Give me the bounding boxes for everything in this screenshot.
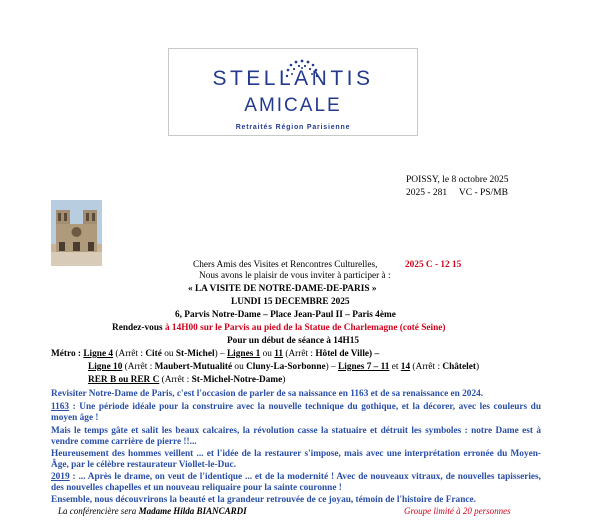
stellantis-logo (169, 49, 417, 135)
salutation: Chers Amis des Visites et Rencontres Culturelles, (193, 260, 378, 270)
logo-box (168, 48, 418, 136)
metro-line-2: Ligne 10 (Arrêt : Maubert-Mutualité ou Cluny-La-Sorbonne) – Lignes 7 – 11 et 14 (Arrêt : Châtelet) (88, 362, 480, 372)
event-date: LUNDI 15 DECEMBRE 2025 (231, 297, 350, 307)
brand-name: STELLANTIS (212, 67, 374, 90)
rendezvous (112, 323, 445, 334)
speaker-line: La conférencière sera Madame Hilda BIANCARDI (58, 506, 247, 516)
logo-tagline: Retraités Région Parisienne (235, 124, 351, 131)
rendezvous-detail: à 14H00 sur le Parvis au pied de la Statue de Charlemagne (coté Seine) (164, 323, 446, 333)
paragraph-together: Ensemble, nous découvrirons la beauté et la grandeur retrouvée de ce joyau, témoin de l'histoire de France. (51, 495, 476, 505)
event-address: 6, Parvis Notre-Dame – Place Jean-Paul II – Paris 4ème (175, 310, 396, 320)
place-date: POISSY, le 8 octobre 2025 (406, 175, 509, 185)
paragraph-revolution: Mais le temps gâte et salit les beaux calcaires, la révolution casse la statuaire et détruit les symboles : notre Dame est à vendre comme carrière de pierre !!... (51, 426, 541, 447)
paragraph-revisit: Revisiter Notre-Dame de Paris, c'est l'occasion de parler de sa naissance en 1163 et de sa renaissance en 2024. (51, 389, 484, 399)
rendezvous-label: Rendez-vous (112, 323, 165, 333)
metro-line-1: Métro : Ligne 4 (Arrêt : Cité ou St-Michel) – Lignes 1 ou 11 (Arrêt : Hôtel de Ville) – (51, 349, 380, 359)
metro-line-3: RER B ou RER C (Arrêt : St-Michel-Notre-Dame) (88, 375, 286, 385)
event-code: 2025 C - 12 15 (405, 260, 462, 270)
group-limit: Groupe limité à 20 personnes (404, 506, 511, 516)
paragraph-restoration: Heureusement des hommes veillent ... et l'idée de la restaurer s'impose, mais avec une interprétation erronée du Moyen-Âge, par le célèbre restaurateur Viollet-le-Duc. (51, 449, 541, 470)
reference: 2025 - 281 VC - PS/MB (406, 188, 508, 198)
amicale-name: AMICALE (244, 95, 342, 116)
event-title: « LA VISITE DE NOTRE-DAME-DE-PARIS » (188, 284, 377, 294)
invitation-text: Nous avons le plaisir de vous inviter à participer à : (199, 271, 391, 281)
paragraph-2019: 2019 : ... Après le drame, on veut de l'identique ... et de la modernité ! Avec de nouveaux vitraux, de nouvelles tapisseries, des nouvelles chapelles et un nouveau reliquaire pour la sainte couronne ! (51, 472, 541, 493)
notre-dame-cathedral-image (51, 200, 102, 266)
paragraph-1163: 1163 : Une période idéale pour la construire avec la nouvelle technique du gothique, et la décorer, avec les couleurs du moyen âge ! (51, 402, 541, 423)
session-start: Pour un début de séance à 14H15 (227, 336, 360, 346)
